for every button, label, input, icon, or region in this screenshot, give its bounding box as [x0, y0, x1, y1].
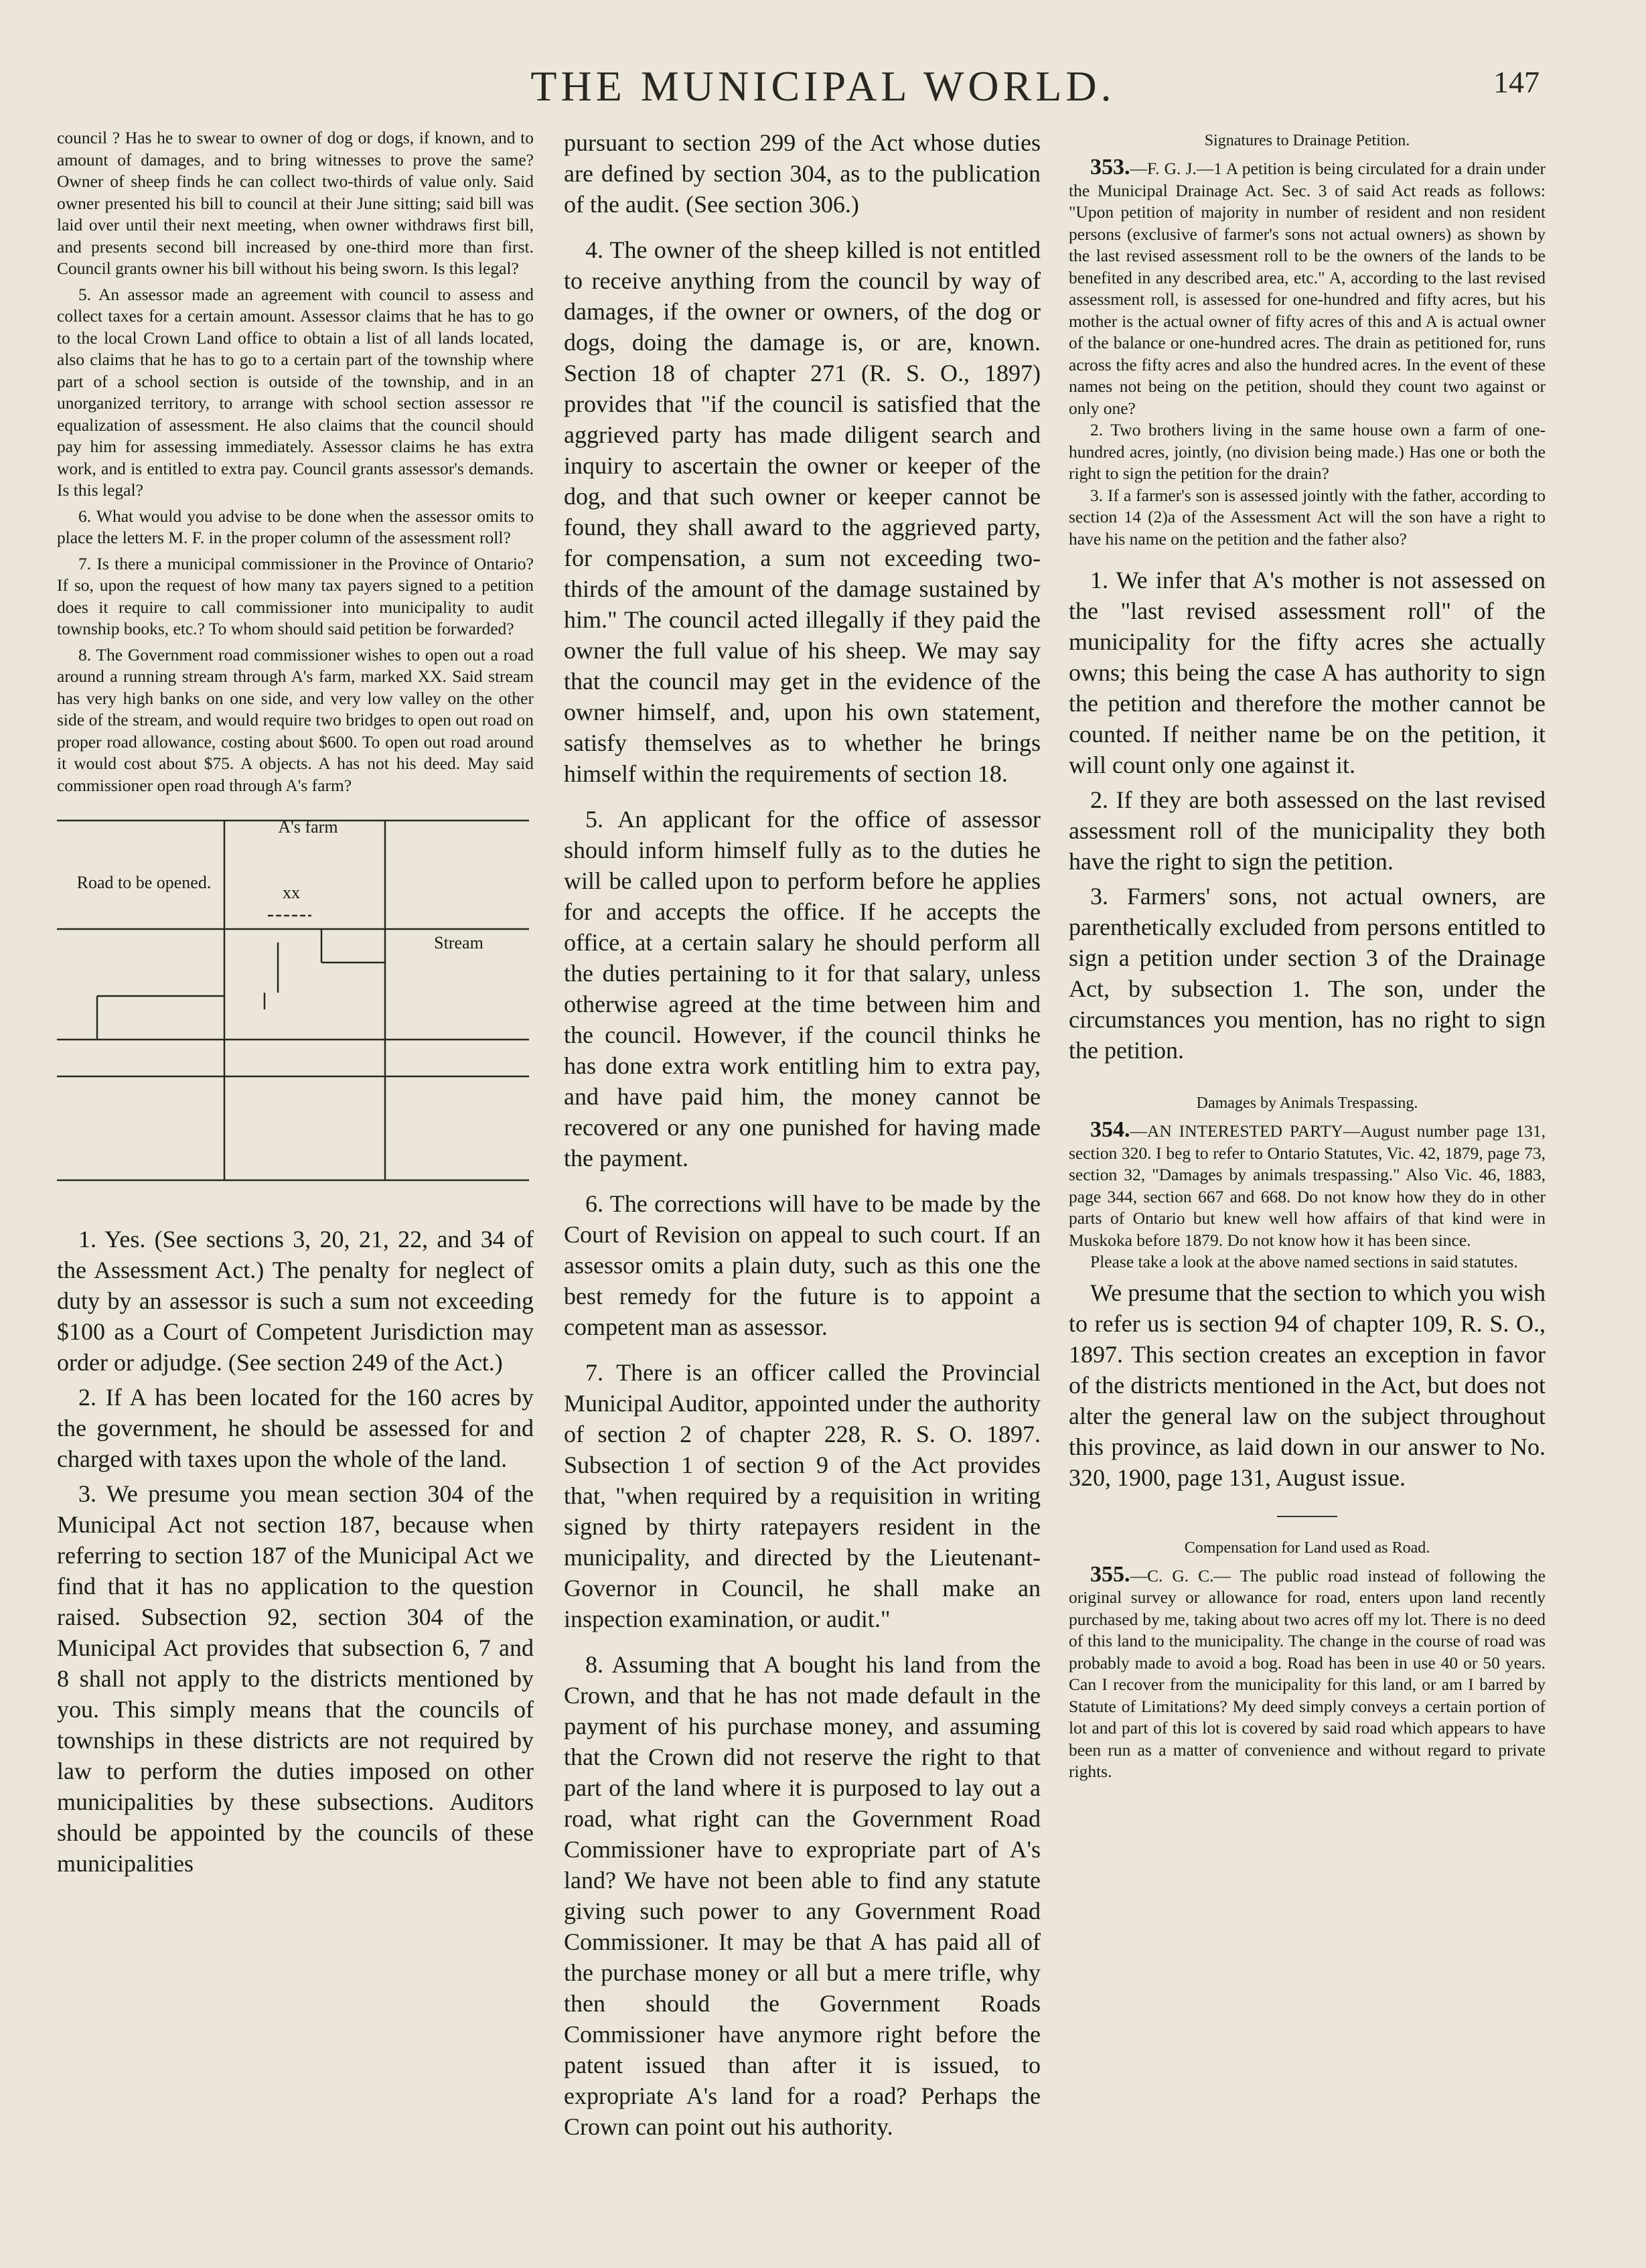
section-heading-355: Compensation for Land used as Road.: [1184, 1539, 1430, 1557]
answer-353-2: 2. If they are both assessed on the last revised assessment roll of the municipality they both have the right to sign the petition.: [1069, 786, 1546, 875]
answer-8: 8. Assuming that A bought his land from the Crown, and that he has not made default in the payment of his purchase money, and assuming that the Crown did not reserve the right to that part of the land where it is purposed to lay out a road, what right can the Government Road Commissioner have to expropriate part of A's land? We have not been able to find any statute giving such power to any Government Road Commissioner. It may be that A has paid all of the purchase money or all but a mere trifle, why then should the Government Roads Commissioner have anymore right before the patent issued than after it is issued, to expropriate A's land for a road? Perhaps the Crown can point out his authority.: [564, 1651, 1041, 2140]
question-354-note: Please take a look at the above named sections in said statutes.: [1090, 1252, 1518, 1271]
question-number-354: 354.: [1090, 1117, 1130, 1142]
section-heading-353: Signatures to Drainage Petition.: [1204, 132, 1410, 149]
answer-5: 5. An applicant for the office of assessor should inform himself fully as to the duties he will be called upon to perform before he applies for and accepts the office. If he accepts the office, at a certain salary he should perform all the duties pertaining to it for that salary, unless otherwise agreed at the time between him and the council. However, if the council thinks he has done extra work entitling him to extra pay, and have paid him, the money cannot be recovered or any one punished for having made the payment.: [564, 806, 1041, 1172]
answer-354: We presume that the section to which you wish to refer us is section 94 of chapter 109, R. S. O., 1897. This section creates an exception in favor of the districts mentioned in the Act, but does not alter the general law on the subject throughout this province, as laid down in our answer to No. 320, 1900, page 131, August issue.: [1069, 1279, 1546, 1491]
question-number-355: 355.: [1090, 1561, 1130, 1587]
answer-1: 1. Yes. (See sections 3, 20, 21, 22, and 34 of the Assessment Act.) The penalty for neglect of duty by an assessor is such a sum not exceeding $100 as a Court of Competent Jurisdiction may order or adjudge. (See section 249 of the Act.): [57, 1226, 534, 1376]
answer-2: 2. If A has been located for the 160 acres by the government, he should be assessed for and charged with taxes upon the whole of the land.: [57, 1384, 534, 1472]
question-355: [1069, 1561, 1546, 1783]
question-5: 5. An assessor made an agreement with council to assess and collect taxes for a certain amount. Assessor claims that he has to go to the local Crown Land office to obtain a list of all lands located, also claims that he has to go to a certain part of the township where part of a school section is outside of the township, and in an unorganized territory, to arrange with school section assessor re equalization of assessment. He also claims that the council should pay him for assessing immediately. Assessor claims he has extra work, and is entitled to extra pay. Council grants assessor's demands. Is this legal?: [57, 284, 534, 500]
stream-label: Stream: [434, 933, 483, 952]
section-divider: [1277, 1516, 1337, 1517]
question-6: 6. What would you advise to be done when the assessor omits to place the letters M. F. in the proper column of the assessment roll?: [57, 506, 534, 547]
page-title: THE MUNICIPAL WORLD.: [530, 62, 1116, 110]
farm-diagram: [57, 815, 529, 1197]
answer-6: 6. The corrections will have to be made by the Court of Revision on appeal to such court. If an assessor omits a plain duty, such as this one the best remedy for the future is to appoint a competent man as assessor.: [564, 1190, 1041, 1340]
xx-mark: xx: [283, 883, 300, 902]
road-label: Road to be opened.: [76, 873, 212, 892]
column-1: [57, 127, 534, 1879]
column-3: [1069, 127, 1546, 1783]
farm-label: A's farm: [278, 817, 338, 837]
question-7: 7. Is there a municipal commissioner in the Province of Ontario? If so, upon the request of how many tax payers signed to a petition does it require to call commissioner into municipality to audit township books, etc.? To whom should said petition be forwarded?: [57, 553, 534, 638]
question-355-text: —C. G. C.— The public road instead of following the original survey or allowance for road, enters upon land recently purchased by me, taking about two acres off my lot. There is no deed of this land to the municipality. The change in the course of road was probably made to avoid a bog. Road has been in use 40 or 50 years. Can I recover from the municipality for this land, or am I barred by Statute of Limitations? My deed simply conveys a certain portion of lot and part of this lot is covered by said road which appears to have been run as a matter of convenience and without regard to private rights.: [1069, 1565, 1546, 1781]
answer-4: 4. The owner of the sheep killed is not entitled to receive anything from the council by way of damages, if the owner or owners, of the dog or dogs, doing the damage is, or are, known. Section 18 of chapter 271 (R. S. O., 1897) provides that "if the council is satisfied that the aggrieved party has made diligent search and inquiry to ascertain the owner or keeper of the dog, and that such owner or keeper cannot be found, they shall award to the aggrieved party, for compensation, a sum not exceeding two-thirds of the amount of the damage sustained by him." The council acted illegally if they paid the owner the full value of his sheep. We may say that the council may get in the evidence of the owner himself, and, upon his own statement, satisfy themselves as to whether he brings himself within the requirements of section 18.: [564, 236, 1041, 787]
question-number-353: 353.: [1090, 155, 1130, 180]
section-heading-354: Damages by Animals Trespassing.: [1196, 1094, 1418, 1112]
answer-3: 3. We presume you mean section 304 of the Municipal Act not section 187, because when referring to section 187 of the Municipal Act we find that it has no application to the question raised. Subsection 92, section 304 of the Municipal Act provides that subsection 6, 7 and 8 shall not apply to the districts mentioned by you. This simply means that the councils of townships in these districts are not required by law to perform the duties imposed on other municipalities by these subsections. Auditors should be appointed by the councils of these municipalities: [57, 1480, 534, 1877]
answer-353-1: 1. We infer that A's mother is not assessed on the "last revised assessment roll" of the municipality for the fifty acres she actually owns; this being the case A has authority to sign the petition and therefore the mother cannot be counted. If neither name be on the petition, it will count only one against it.: [1069, 567, 1546, 778]
answer-3-continued: pursuant to section 299 of the Act whose duties are defined by section 304, as to the publication of the audit. (See section 306.): [564, 129, 1041, 218]
question-353-2: 2. Two brothers living in the same house own a farm of one-hundred acres, jointly, (no division being made.) Has one or both the right to sign the petition for the drain?: [1069, 420, 1546, 483]
question-354-text: —AN INTERESTED PARTY—August number page 131, section 320. I beg to refer to Ontario Statutes, Vic. 42, 1879, page 73, section 32, "Damages by animals trespassing." Also Vic. 46, 1883, page 344, section 667 and 668. Do not know how they do in other parts of Ontario but knew well how affairs of that kind were in Muskoka before 1879. Do not know how it has been since.: [1069, 1121, 1546, 1250]
answer-7: 7. There is an officer called the Provincial Municipal Auditor, appointed under the authority of section 2 of chapter 228, R. S. O. 1897. Subsection 1 of section 9 of the Act provides that, "when required by a requisition in writing signed by thirty ratepayers resident in the municipality, and directed by the Lieutenant-Governor in Council, he shall make an inspection examination, or audit.": [564, 1359, 1041, 1632]
question-8: 8. The Government road commissioner wishes to open out a road around a running stream through A's farm, marked XX. Said stream has very high banks on one side, and very low valley on the other side of the stream, and would require two bridges to open out road on proper road allowance, costing about $600. To open out road around it would cost about $75. A objects. A has not his deed. May said commissioner open road through A's farm?: [57, 644, 534, 795]
question-353: [1069, 157, 1546, 419]
question-paragraph: council ? Has he to swear to owner of dog or dogs, if known, and to amount of damages, and to bring witnesses to prove the same? Owner of sheep finds he can collect two-thirds of value only. Said owner presented his bill to council at their June sitting; said bill was laid over until their next meeting, when owner withdraws first bill, and presents second bill increased by one-third more than first. Council grants owner his bill without his being sworn. Is this legal?: [57, 128, 534, 278]
question-353-text: —F. G. J.—1 A petition is being circulated for a drain under the Municipal Drainage Act. Sec. 3 of said Act reads as follows: "Upon petition of majority in number of resident and non resident persons (exclusive of farmer's sons not actual owners) as shown by the last revised assessment roll to be the owners of the lands to be benefited in any described area, etc." A, according to the last revised assessment roll, is assessed for one-hundred and fifty acres, but his mother is the actual owner of fifty acres of this and A is actual owner of the balance or one-hundred acres. The drain as petitioned for, runs across the fifty acres and also the hundred acres. In the event of these names not being on the petition, should they count two against or only one?: [1069, 159, 1546, 418]
answer-353-3: 3. Farmers' sons, not actual owners, are parenthetically excluded from persons entitled to sign a petition under section 3 of the Drainage Act, by subsection 1. The son, under the circumstances you mention, has no right to sign the petition.: [1069, 883, 1546, 1064]
question-353-3: 3. If a farmer's son is assessed jointly with the father, according to section 14 (2)a of the Assessment Act will the son have a right to have his name on the petition and the father also?: [1069, 485, 1546, 549]
page-number: 147: [1493, 65, 1540, 99]
column-2: [564, 127, 1041, 2142]
question-354: [1069, 1119, 1546, 1251]
